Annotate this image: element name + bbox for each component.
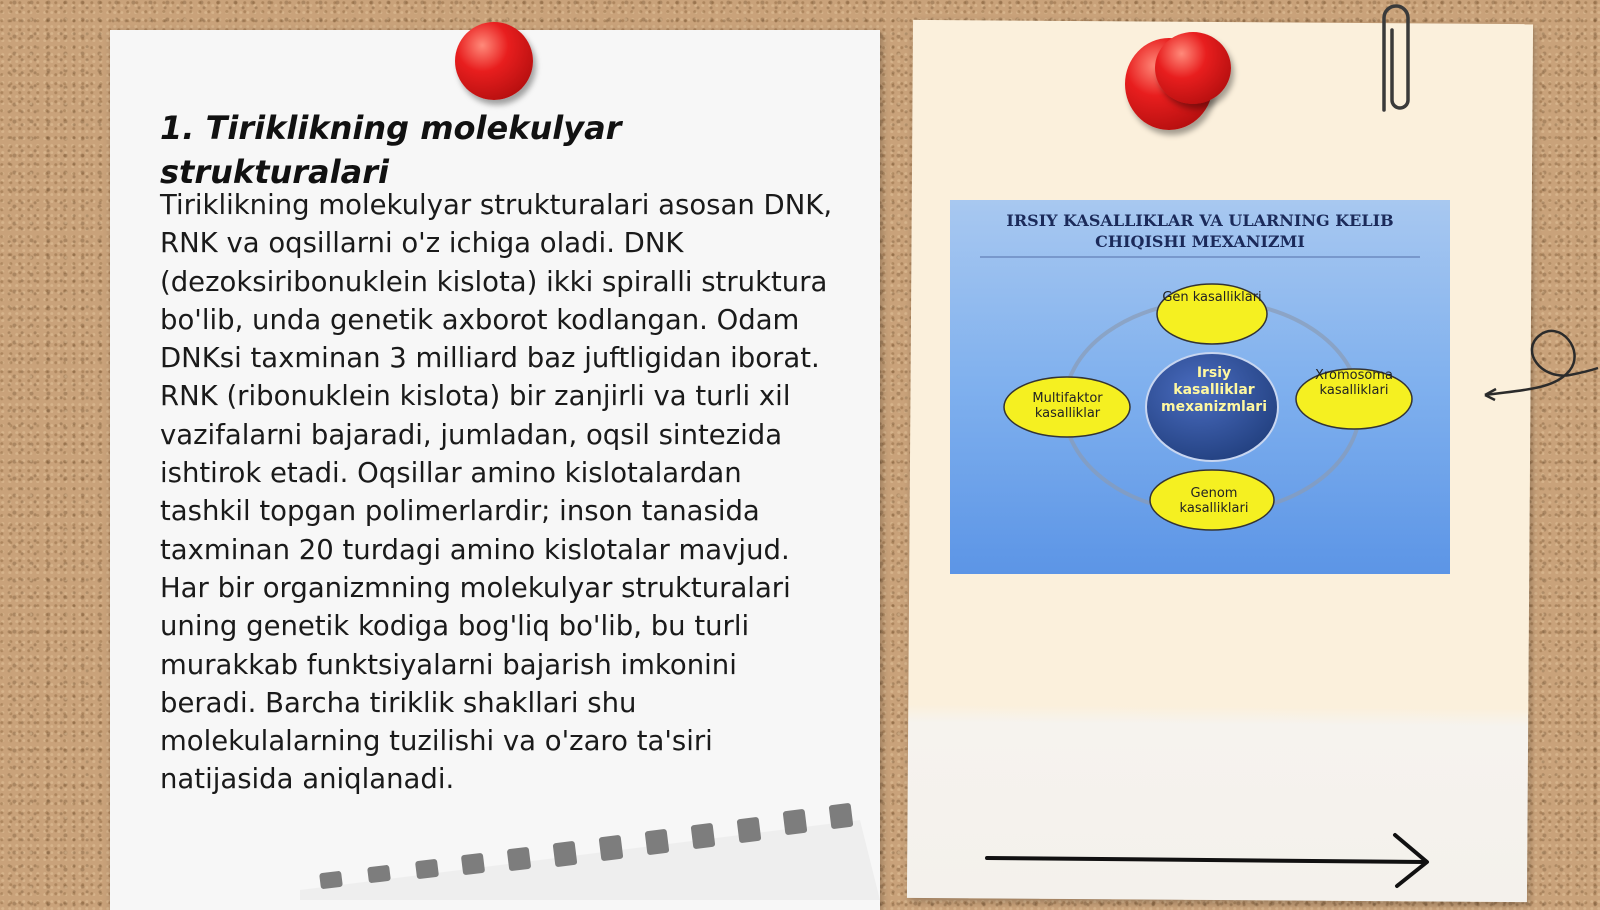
diagram-title: IRSIY KASALLIKLAR VA ULARNING KELIB CHIQISHI MEXANIZMI [1006, 211, 1394, 251]
push-pin-icon [1155, 32, 1231, 104]
slide-title: 1. Tiriklikning molekulyar strukturalari [160, 109, 622, 191]
arrow-right-icon [985, 830, 1445, 890]
slide-body-text: Tiriklikning molekulyar strukturalari asosan DNK, RNK va oqsillarni o'z ichiga oladi. DNK (dezoksiribonuklein kislota) ikki spiralli struktura bo'lib, unda genetik axborot kodlangan. Odam DNKsi taxminan 3 milliard baz juftligidan iborat. RNK (ribonuklein kislota) bir zanjirli va turli xil vazifalarni bajaradi, jumladan, oqsil sintezida ishtirok etadi. Oqsillar amino kislotalardan tashkil topgan polimerlardir; inson tanasida taxminan 20 turdagi amino kislotalar mavjud. Har bir organizmning molekulyar strukturalari uning genetik kodiga bog'liq bo'lib, bu turli murakkab funktsiyalarni bajarish imkonini beradi. Barcha tiriklik shakllari shu molekulalarning tuzilishi va o'zaro ta'siri natijasida aniqlanadi. [160, 189, 833, 796]
torn-paper-strip [300, 800, 880, 900]
paper-clip-icon [1372, 0, 1422, 130]
center-node-label: Irsiy kasalliklar mexanizmlari [1160, 365, 1267, 415]
node-bottom-label: Genom kasalliklari [1179, 486, 1249, 516]
node-left-label: Multifaktor kasalliklar [1032, 391, 1103, 421]
node-top-label: Gen kasalliklari [1162, 290, 1262, 305]
doodle-loop-icon [1480, 310, 1600, 410]
node-right-label: Xromosoma kasalliklari [1315, 368, 1393, 398]
push-pin-icon [455, 22, 533, 100]
